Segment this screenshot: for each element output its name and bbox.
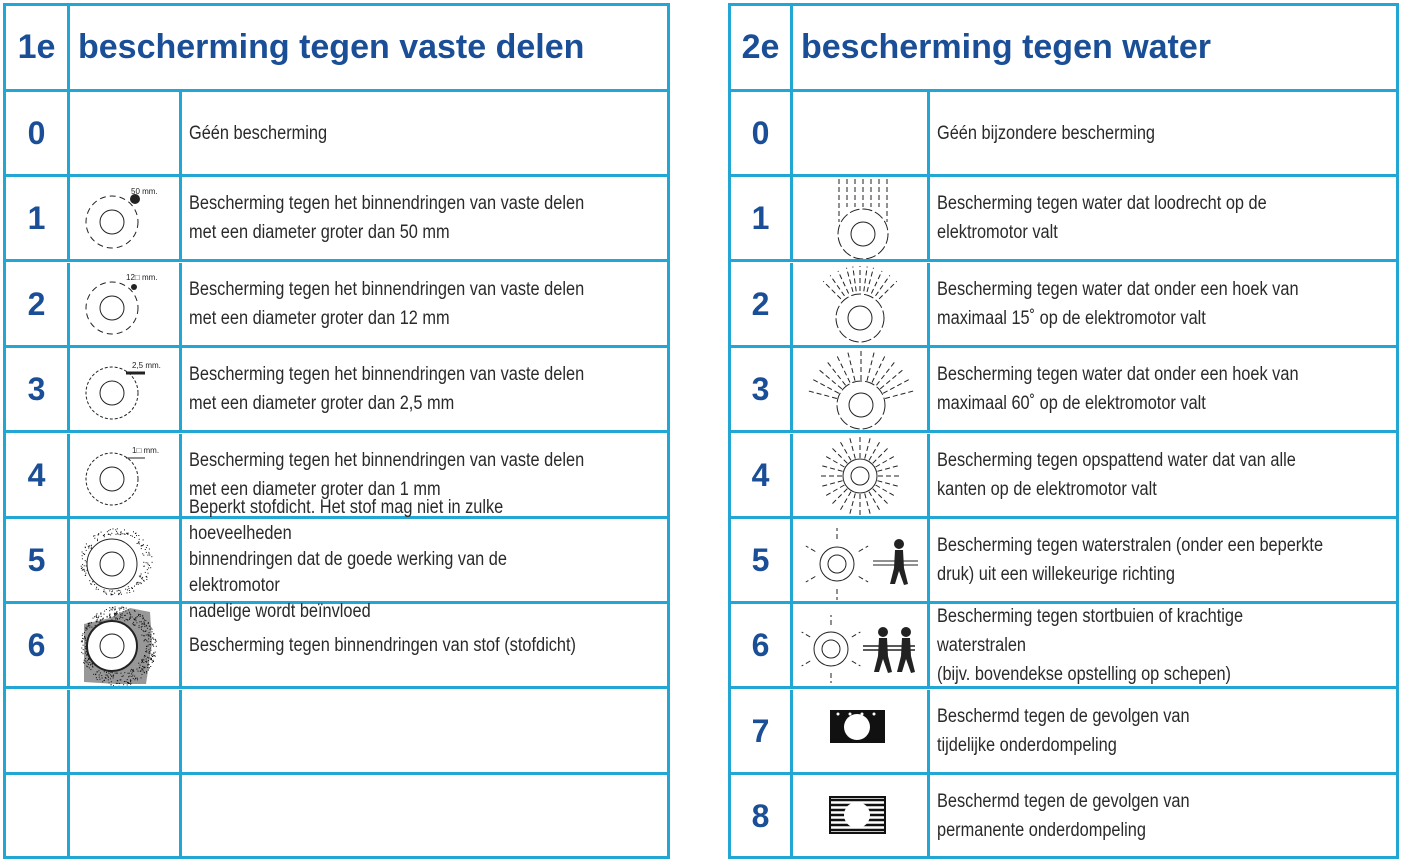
table-row	[6, 604, 667, 689]
description-text: Beschermd tegen de gevolgen van tijdelijke onderdompeling	[937, 705, 1190, 756]
description-text: Bescherming tegen binnendringen van stof (stofdicht)	[189, 634, 576, 656]
icon-cell	[793, 690, 930, 772]
table-row	[6, 775, 667, 857]
description-cell	[930, 92, 1396, 174]
water-jet-one-person-icon	[793, 519, 930, 601]
header-title: bescherming tegen vaste delen	[78, 28, 585, 66]
table-row	[6, 690, 667, 775]
description-cell	[930, 263, 1396, 345]
solid-protection-table	[3, 3, 670, 859]
description-text: Bescherming tegen water dat onder een hoek van maximaal 15˚ op de elektromotor valt	[937, 278, 1299, 329]
icon-cell	[70, 519, 182, 601]
protection-code	[6, 775, 70, 857]
description-text: Bescherming tegen stortbuien of krachtige waterstralen (bijv. bovendekse opstelling op schepen)	[937, 605, 1244, 685]
solid-object-2-5mm-icon	[70, 348, 182, 430]
drip-15deg-icon	[793, 263, 930, 345]
permanent-immersion-icon	[793, 775, 930, 857]
dust-protected-icon	[70, 519, 182, 601]
table-row	[6, 348, 667, 433]
table-row	[731, 690, 1396, 775]
description-cell	[182, 92, 667, 174]
solid-object-12mm-icon	[70, 263, 182, 345]
icon-cell	[793, 604, 930, 686]
icon-label: 2,5 mm.	[132, 361, 161, 371]
icon-cell	[70, 690, 182, 772]
protection-code: 1	[731, 177, 793, 259]
protection-code: 0	[731, 92, 793, 174]
table-row	[6, 177, 667, 262]
icon-cell	[70, 348, 182, 430]
icon-cell	[70, 604, 182, 686]
description-cell	[182, 604, 667, 686]
solid-object-1mm-icon	[70, 434, 182, 516]
icon-cell	[793, 348, 930, 430]
protection-code: 5	[6, 519, 70, 601]
icon-label: 50 mm.	[131, 187, 158, 197]
icon-cell	[793, 775, 930, 857]
description-cell	[930, 434, 1396, 516]
table-row	[731, 775, 1396, 857]
description-cell	[930, 690, 1396, 772]
vertical-drip-icon	[793, 177, 930, 259]
description-cell	[182, 775, 667, 857]
icon-cell	[793, 519, 930, 601]
protection-code: 7	[731, 690, 793, 772]
protection-code: 3	[731, 348, 793, 430]
description-cell	[930, 348, 1396, 430]
protection-code	[6, 690, 70, 772]
water-protection-table	[728, 3, 1399, 859]
table-row	[731, 263, 1396, 348]
protection-code: 0	[6, 92, 70, 174]
powerful-jet-two-persons-icon	[793, 604, 930, 686]
description-cell	[182, 690, 667, 772]
description-cell	[930, 775, 1396, 857]
description-text: Bescherming tegen het binnendringen van vaste delen met een diameter groter dan 2,5 mm	[189, 364, 585, 415]
table-row	[6, 92, 667, 177]
description-cell	[930, 604, 1396, 686]
dust-tight-icon	[70, 604, 182, 686]
description-text: Bescherming tegen het binnendringen van vaste delen met een diameter groter dan 50 mm	[189, 193, 585, 244]
description-text: Bescherming tegen het binnendringen van vaste delen met een diameter groter dan 1 mm	[189, 449, 585, 500]
icon-cell	[70, 177, 182, 259]
table-row	[731, 434, 1396, 519]
spray-60deg-icon	[793, 348, 930, 430]
icon-cell	[793, 92, 930, 174]
solid-object-50mm-icon	[70, 177, 182, 259]
protection-code: 6	[731, 604, 793, 686]
description-cell	[182, 263, 667, 345]
icon-cell	[70, 92, 182, 174]
temporary-immersion-icon	[793, 690, 930, 772]
description-text: Bescherming tegen water dat loodrecht op de elektromotor valt	[937, 193, 1267, 244]
icon-cell	[793, 177, 930, 259]
icon-label: 1□ mm.	[132, 445, 160, 455]
header-number: 1e	[6, 6, 70, 89]
description-text: Bescherming tegen waterstralen (onder een beperkte druk) uit een willekeurige richting	[937, 535, 1324, 585]
description-text: Beperkt stofdicht. Het stof mag niet in zulke hoeveelheden binnendringen dat de goede werking van de elektromotor nadelige wordt beïnvloed	[189, 497, 507, 622]
protection-code: 4	[6, 434, 70, 516]
description-cell	[182, 497, 667, 622]
table-header	[6, 6, 667, 92]
protection-code: 2	[731, 263, 793, 345]
description-text: Géén bescherming	[189, 122, 328, 144]
table-row	[731, 519, 1396, 604]
table-header	[731, 6, 1396, 92]
icon-cell	[70, 263, 182, 345]
description-text: Bescherming tegen het binnendringen van vaste delen met een diameter groter dan 12 mm	[189, 278, 585, 329]
protection-code: 2	[6, 263, 70, 345]
protection-code: 1	[6, 177, 70, 259]
icon-cell	[70, 434, 182, 516]
description-text: Bescherming tegen opspattend water dat van alle kanten op de elektromotor valt	[937, 449, 1296, 500]
icon-cell	[793, 263, 930, 345]
table-row	[731, 92, 1396, 177]
header-number: 2e	[731, 6, 793, 89]
header-title: bescherming tegen water	[801, 28, 1212, 66]
description-text: Beschermd tegen de gevolgen van permanente onderdompeling	[937, 791, 1190, 842]
protection-code: 4	[731, 434, 793, 516]
description-cell	[930, 177, 1396, 259]
splash-all-directions-icon	[793, 434, 930, 516]
table-row	[6, 263, 667, 348]
icon-cell	[793, 434, 930, 516]
table-row	[731, 348, 1396, 433]
description-cell	[182, 348, 667, 430]
description-cell	[182, 177, 667, 259]
table-row	[731, 604, 1396, 689]
protection-code: 8	[731, 775, 793, 857]
description-cell	[930, 519, 1396, 601]
protection-code: 6	[6, 604, 70, 686]
icon-label: 12□ mm.	[126, 272, 158, 282]
description-text: Bescherming tegen water dat onder een hoek van maximaal 60˚ op de elektromotor valt	[937, 364, 1299, 415]
icon-cell	[70, 775, 182, 857]
protection-code: 5	[731, 519, 793, 601]
protection-code: 3	[6, 348, 70, 430]
description-text: Géén bijzondere bescherming	[937, 122, 1156, 144]
table-row	[6, 497, 667, 622]
table-row	[731, 177, 1396, 262]
